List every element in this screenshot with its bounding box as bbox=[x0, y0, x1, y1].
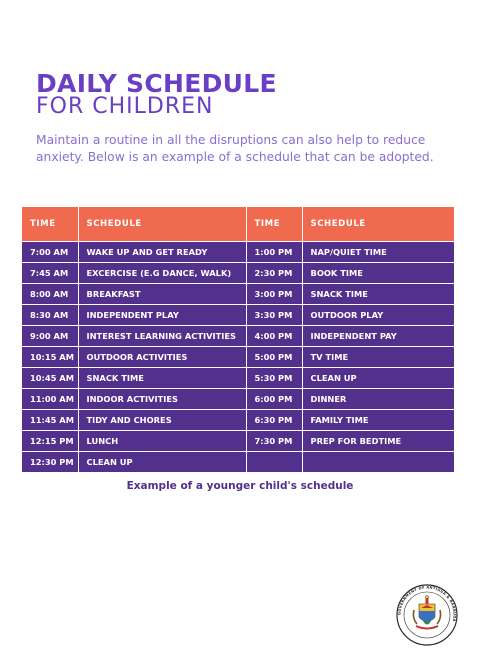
time-cell: 12:15 PM bbox=[22, 431, 78, 452]
time-cell: 7:30 PM bbox=[246, 431, 302, 452]
activity-cell: LUNCH bbox=[78, 431, 246, 452]
activity-cell: INDOOR ACTIVITIES bbox=[78, 389, 246, 410]
table-row bbox=[22, 347, 454, 368]
government-seal-icon bbox=[396, 584, 458, 646]
time-cell: 8:00 AM bbox=[22, 284, 78, 305]
time-cell: 2:30 PM bbox=[246, 263, 302, 284]
table-row bbox=[22, 410, 454, 431]
page-subtitle: FOR CHILDREN bbox=[36, 94, 214, 119]
time-cell: 7:00 AM bbox=[22, 242, 78, 263]
activity-cell: OUTDOOR PLAY bbox=[302, 305, 454, 326]
activity-cell: TIDY AND CHORES bbox=[78, 410, 246, 431]
table-row bbox=[22, 263, 454, 284]
activity-cell: CLEAN UP bbox=[78, 452, 246, 473]
time-cell: 11:00 AM bbox=[22, 389, 78, 410]
activity-cell: NAP/QUIET TIME bbox=[302, 242, 454, 263]
table-row bbox=[22, 326, 454, 347]
table-caption: Example of a younger child's schedule bbox=[126, 480, 354, 492]
svg-text:GOVERNMENT OF ANTIGUA & BARBUD: GOVERNMENT OF ANTIGUA & BARBUDA bbox=[397, 585, 457, 623]
activity-cell: TV TIME bbox=[302, 347, 454, 368]
intro-text: Maintain a routine in all the disruptions can also help to reduce anxiety. Below is an example of a schedule that can be adopted. bbox=[36, 133, 434, 164]
time-cell bbox=[246, 452, 302, 473]
header-schedule-pm: SCHEDULE bbox=[302, 207, 454, 242]
time-cell: 5:00 PM bbox=[246, 347, 302, 368]
activity-cell: OUTDOOR ACTIVITIES bbox=[78, 347, 246, 368]
table-row bbox=[22, 431, 454, 452]
table-row bbox=[22, 368, 454, 389]
activity-cell: INDEPENDENT PLAY bbox=[78, 305, 246, 326]
activity-cell: SNACK TIME bbox=[78, 368, 246, 389]
header-time-am: TIME bbox=[22, 207, 78, 242]
header-schedule-am: SCHEDULE bbox=[78, 207, 246, 242]
table-row bbox=[22, 242, 454, 263]
time-cell: 7:45 AM bbox=[22, 263, 78, 284]
activity-cell: BOOK TIME bbox=[302, 263, 454, 284]
table-row bbox=[22, 284, 454, 305]
activity-cell: INDEPENDENT PAY bbox=[302, 326, 454, 347]
header-time-pm: TIME bbox=[246, 207, 302, 242]
time-cell: 6:00 PM bbox=[246, 389, 302, 410]
table-row bbox=[22, 389, 454, 410]
time-cell: 1:00 PM bbox=[246, 242, 302, 263]
time-cell: 9:00 AM bbox=[22, 326, 78, 347]
time-cell: 8:30 AM bbox=[22, 305, 78, 326]
schedule-table bbox=[22, 207, 454, 472]
activity-cell: PREP FOR BEDTIME bbox=[302, 431, 454, 452]
activity-cell: CLEAN UP bbox=[302, 368, 454, 389]
activity-cell: EXCERCISE (E.G DANCE, WALK) bbox=[78, 263, 246, 284]
activity-cell: BREAKFAST bbox=[78, 284, 246, 305]
activity-cell: WAKE UP AND GET READY bbox=[78, 242, 246, 263]
activity-cell: SNACK TIME bbox=[302, 284, 454, 305]
time-cell: 10:45 AM bbox=[22, 368, 78, 389]
table-row bbox=[22, 452, 454, 473]
time-cell: 12:30 PM bbox=[22, 452, 78, 473]
time-cell: 4:00 PM bbox=[246, 326, 302, 347]
activity-cell bbox=[302, 452, 454, 473]
time-cell: 10:15 AM bbox=[22, 347, 78, 368]
activity-cell: INTEREST LEARNING ACTIVITIES bbox=[78, 326, 246, 347]
table-header-row bbox=[22, 207, 454, 242]
time-cell: 11:45 AM bbox=[22, 410, 78, 431]
time-cell: 3:00 PM bbox=[246, 284, 302, 305]
time-cell: 5:30 PM bbox=[246, 368, 302, 389]
activity-cell: FAMILY TIME bbox=[302, 410, 454, 431]
page-title: DAILY SCHEDULE bbox=[36, 69, 277, 98]
activity-cell: DINNER bbox=[302, 389, 454, 410]
table-row bbox=[22, 305, 454, 326]
time-cell: 3:30 PM bbox=[246, 305, 302, 326]
time-cell: 6:30 PM bbox=[246, 410, 302, 431]
